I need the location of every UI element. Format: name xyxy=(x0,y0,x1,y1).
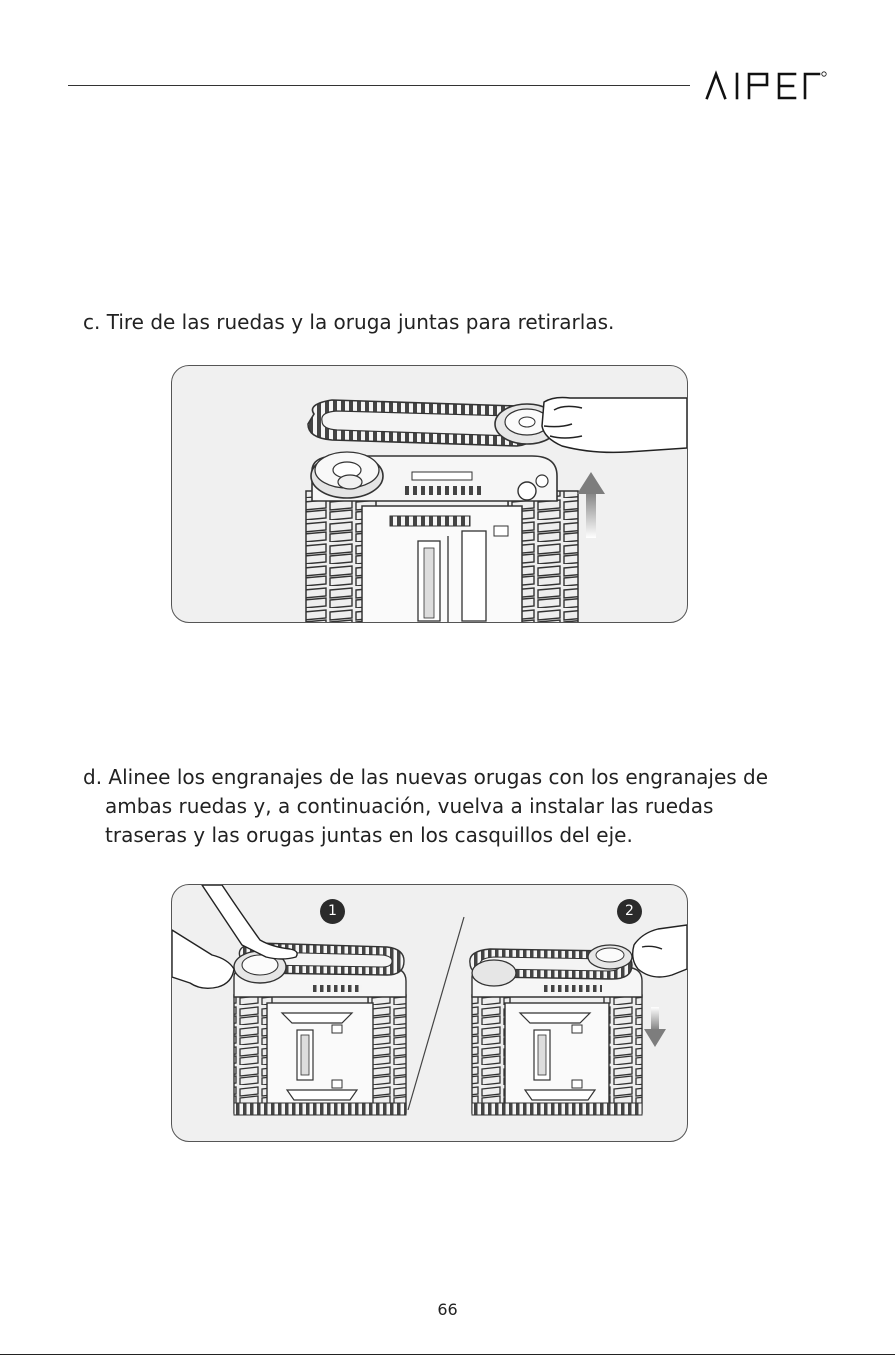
panel-1-robot xyxy=(234,943,406,1115)
header-rule xyxy=(68,85,690,86)
aiper-logo xyxy=(705,68,827,102)
step-d-instruction xyxy=(83,763,799,850)
install-wheels-illustration xyxy=(172,885,687,1141)
track-lifted xyxy=(308,400,559,446)
figure-remove-wheels-track xyxy=(171,365,688,623)
figure-install-wheels-track xyxy=(171,884,688,1142)
step-d-line-1: d. Alinee los engranajes de las nuevas orugas con los engranajes de xyxy=(83,765,769,789)
robot-body xyxy=(306,491,578,622)
step-d-line-2: ambas ruedas y, a continuación, vuelva a instalar las ruedas xyxy=(105,794,714,818)
rear-wheel-left xyxy=(311,452,383,498)
remove-wheels-illustration xyxy=(172,366,687,622)
step-badge-1: 1 xyxy=(320,899,345,924)
hand xyxy=(542,398,687,453)
step-badge-2: 2 xyxy=(617,899,642,924)
panel-2-hand xyxy=(633,925,687,977)
up-arrow xyxy=(577,472,605,538)
step-d-line-3: traseras y las orugas juntas en los casquillos del eje. xyxy=(105,823,633,847)
panel-divider xyxy=(408,917,464,1110)
step-c-instruction: c. Tire de las ruedas y la oruga juntas para retirarlas. xyxy=(83,310,615,334)
down-arrow xyxy=(644,1007,666,1047)
panel-2-robot xyxy=(470,945,642,1115)
page-number: 66 xyxy=(437,1300,458,1319)
